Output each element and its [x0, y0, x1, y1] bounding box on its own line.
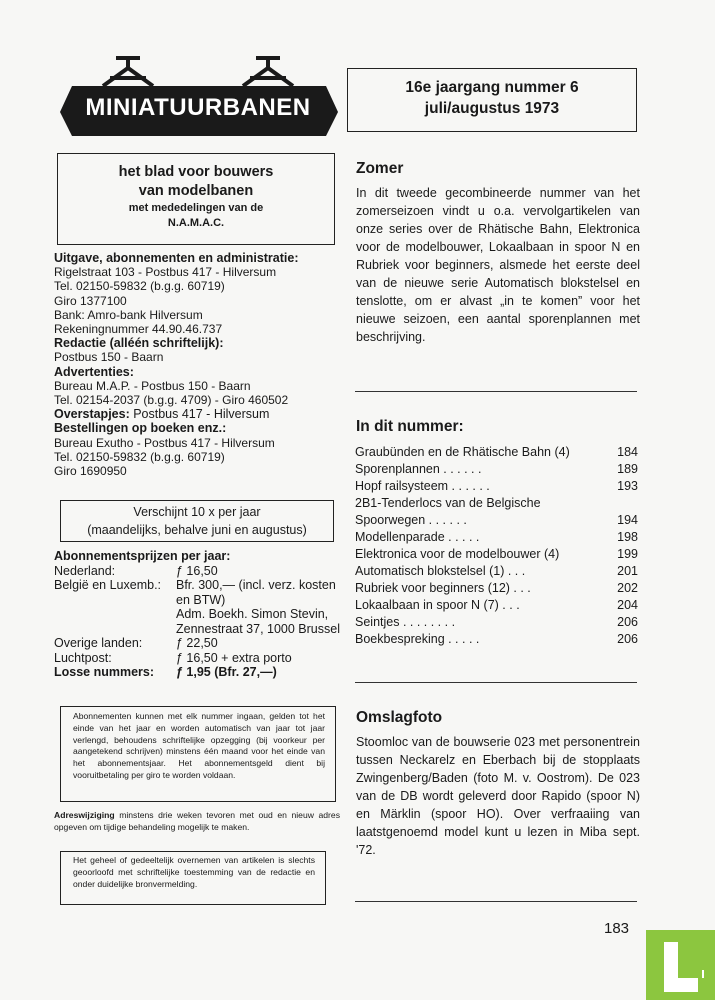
price-label: Losse nummers:: [54, 665, 155, 679]
divider: [355, 901, 637, 902]
frequency-line-2: (maandelijks, behalve juni en augustus): [87, 523, 307, 537]
price-value: Bfr. 300,— (incl. verz. kosten en BTW): [176, 578, 336, 607]
logo: [58, 52, 340, 138]
publisher-line: Giro 1377100: [54, 293, 127, 308]
toc-row: [355, 580, 638, 597]
editorial-heading: Redactie (alléén schriftelijk):: [54, 336, 224, 351]
issue-box: [347, 68, 637, 132]
price-row: [54, 665, 344, 680]
ads-line: Tel. 02154-2037 (b.g.g. 4709) - Giro 460502: [54, 393, 289, 408]
masthead-line-3: met mededelingen van de: [128, 202, 264, 214]
overstapjes-label: Overstapjes:: [54, 407, 130, 422]
toc-row: [355, 546, 638, 563]
publisher-line: Rekeningnummer 44.90.46.737: [54, 322, 223, 337]
masthead-box: [57, 153, 335, 245]
toc-title: Elektronica voor de modelbouwer (4): [355, 547, 560, 561]
toc-page: 193: [617, 479, 638, 493]
price-label: België en Luxemb.:: [54, 578, 162, 592]
toc-page: 198: [617, 530, 638, 544]
toc-page: 202: [617, 581, 638, 595]
copyright-notice: Het geheel of gedeeltelijk overnemen van artikelen is slechts geoorloofd met schriftelijke toestemming van de redactie en onder duidelijke bronvermelding.: [60, 851, 326, 905]
toc-title: 2B1-Tenderlocs van de Belgische Spoorwegen . . . . . .: [355, 496, 541, 527]
toc-page: 184: [617, 445, 638, 459]
toc-row: [355, 478, 638, 495]
editorial-line: Postbus 150 - Baarn: [54, 350, 164, 365]
logo-text: MINIATUURBANEN: [85, 94, 311, 121]
masthead-line-2: van modelbanen: [138, 183, 254, 199]
publisher-line: Tel. 02150-59832 (b.g.g. 60719): [54, 279, 225, 294]
toc-page: 194: [617, 513, 638, 527]
toc-title: Sporenplannen . . . . . .: [355, 462, 482, 476]
toc-row: [355, 614, 638, 631]
price-value: Adm. Boekh. Simon Stevin, Zennestraat 37, 1000 Brussel: [176, 607, 340, 636]
toc-title: Automatisch blokstelsel (1) . . .: [355, 564, 526, 578]
address-change-label: Adreswijziging: [54, 810, 115, 820]
toc-page: 204: [617, 598, 638, 612]
price-label: Nederland:: [54, 563, 116, 578]
price-label: [54, 607, 176, 636]
table-of-contents: [355, 444, 638, 648]
toc-title: Modellenparade . . . . .: [355, 530, 480, 544]
cover-text: Stoomloc van de bouwserie 023 met personentrein tussen Neckarelz en Eberbach bij de stopplaats Zwingenberg/Baden (foto M. v. Oostrom). De 023 van de DB wordt geleverd door Rapido (spoor N) en Märklin (spoor HO). Over verfraaiing van laatstgenoemd model kunt u lezen in Miba sept. '72.: [356, 735, 640, 857]
price-row: [54, 607, 344, 636]
price-label: Luchtpost:: [54, 650, 112, 665]
frequency-line-1: Verschijnt 10 x per jaar: [133, 505, 261, 519]
overstapjes-heading: [54, 407, 344, 421]
toc-page: 201: [617, 564, 638, 578]
publisher-heading: Uitgave, abonnementen en administratie:: [54, 251, 299, 265]
toc-title: Seintjes . . . . . . . .: [355, 615, 456, 629]
toc-row: [355, 461, 638, 478]
orders-line: Giro 1690950: [54, 464, 127, 479]
toc-title: Hopf railsysteem . . . . . .: [355, 479, 490, 493]
price-value: ƒ 1,95 (Bfr. 27,—): [176, 665, 277, 679]
zomer-heading: Zomer: [356, 160, 404, 177]
ads-heading: Advertenties:: [54, 364, 134, 379]
price-row: [54, 636, 344, 651]
price-label: Overige landen:: [54, 636, 143, 650]
orders-heading: Bestellingen op boeken enz.:: [54, 421, 227, 436]
price-value: ƒ 16,50 + extra porto: [176, 650, 292, 665]
toc-row: [355, 563, 638, 580]
toc-row: [355, 597, 638, 614]
divider: [355, 391, 637, 392]
masthead-line-1: het blad voor bouwers: [118, 164, 274, 180]
price-row: [54, 651, 344, 666]
toc-page: 206: [617, 615, 638, 629]
address-change-text: minstens drie weken tevoren met oud en nieuw adres opgeven om tijdige behandeling mogelijk te maken.: [54, 810, 340, 832]
toc-page: 206: [617, 632, 638, 646]
subscription-notice: Abonnementen kunnen met elk nummer ingaan, gelden tot het einde van het jaar en worden automatisch van jaar tot jaar verlengd, behoudens schriftelijke opzegging (bij voorkeur per aangetekend schrijven) minstens één maand voor het einde van het abonnementsjaar. Het abonnementsgeld dient bij vooruitbetaling per giro te worden voldaan.: [60, 706, 336, 802]
toc-row: [355, 529, 638, 546]
address-change-notice: [54, 809, 340, 833]
issue-date: juli/augustus 1973: [424, 100, 560, 117]
issue-volume: 16e jaargang nummer 6: [405, 79, 579, 96]
orders-line: Tel. 02150-59832 (b.g.g. 60719): [54, 449, 225, 464]
toc-page: 199: [617, 547, 638, 561]
toc-heading: In dit nummer:: [356, 418, 464, 435]
toc-title: Boekbespreking . . . . .: [355, 632, 480, 646]
orders-line: Bureau Exutho - Postbus 417 - Hilversum: [54, 435, 275, 450]
corner-tab-icon: [646, 930, 715, 1000]
toc-title: Rubriek voor beginners (12) . . .: [355, 581, 531, 595]
price-row: [54, 578, 344, 607]
price-row: [54, 564, 344, 579]
subscription-title: Abonnementsprijzen per jaar:: [54, 549, 231, 563]
zomer-text: In dit tweede gecombineerde nummer van het zomerseizoen vindt u o.a. vervolgartikelen van onze series over de Rhätische Bahn, Elektronica voor de modelbouwer, Lokaalbaan in spoor N en Rubriek voor beginners, alsmede het eerste deel van de nieuwe serie Automatisch blokstelsel en tenslotte, om er alvast „in te komen” voor het nieuwe seizoen, een aantal sporenplannen met beschrijving.: [356, 186, 640, 344]
divider: [355, 682, 637, 683]
publisher-line: Bank: Amro-bank Hilversum: [54, 307, 203, 322]
masthead-line-4: N.A.M.A.C.: [167, 217, 225, 229]
frequency-box: [60, 500, 334, 542]
subscription-prices: [54, 549, 344, 680]
cover-heading: Omslagfoto: [356, 709, 443, 726]
ads-line: Bureau M.A.P. - Postbus 150 - Baarn: [54, 378, 251, 393]
toc-row: [355, 444, 638, 461]
publisher-block: [54, 251, 344, 478]
toc-title: Graubünden en de Rhätische Bahn (4): [355, 445, 570, 459]
publisher-line: Rigelstraat 103 - Postbus 417 - Hilversum: [54, 265, 277, 280]
page-number: 183: [604, 920, 630, 937]
price-value: ƒ 22,50: [176, 636, 218, 650]
toc-row: [355, 631, 638, 648]
toc-page: 189: [617, 462, 638, 476]
toc-title: Lokaalbaan in spoor N (7) . . .: [355, 598, 520, 612]
price-value: ƒ 16,50: [176, 563, 218, 578]
overstapjes-line: Postbus 417 - Hilversum: [133, 407, 270, 422]
toc-row: [355, 495, 638, 529]
